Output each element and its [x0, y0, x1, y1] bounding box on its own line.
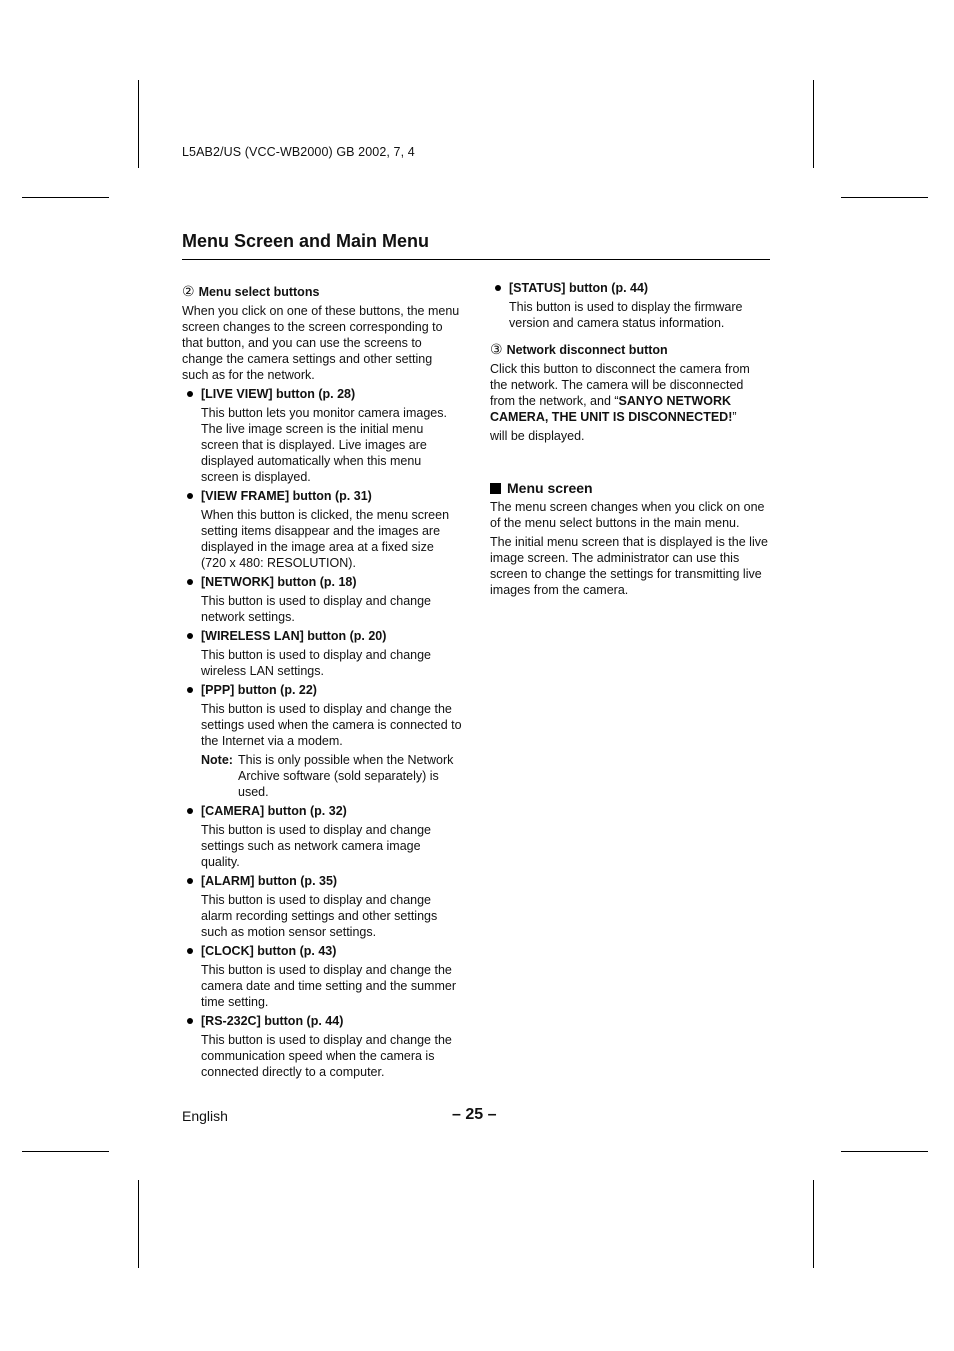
- title-divider: [182, 259, 770, 260]
- item-label: [ALARM] button (p. 35): [201, 874, 338, 888]
- crop-mark: [813, 80, 814, 168]
- section-number: ③: [490, 341, 503, 357]
- section-title: Network disconnect button: [506, 343, 668, 357]
- section-intro: When you click on one of these buttons, the menu screen changes to the screen corresponding to that button, and you can use the screens to change the camera settings and other setting such as for the network.: [182, 304, 460, 382]
- note: [201, 752, 462, 800]
- section-heading: [182, 283, 462, 300]
- left-column: [182, 283, 462, 1080]
- bullet-icon: [187, 808, 193, 814]
- list-item: [182, 873, 462, 940]
- note-label: Note:: [201, 753, 233, 767]
- crop-mark: [813, 1180, 814, 1268]
- crop-mark: [22, 197, 109, 198]
- item-label: [VIEW FRAME] button (p. 31): [201, 489, 372, 503]
- list-item: [182, 1013, 462, 1080]
- menu-screen-title: Menu screen: [507, 480, 593, 496]
- list-item: [490, 280, 770, 331]
- list-item: [182, 574, 462, 625]
- crop-mark: [138, 1180, 139, 1268]
- item-label: [NETWORK] button (p. 18): [201, 575, 357, 589]
- item-description: This button is used to display and change network settings.: [201, 594, 432, 624]
- item-description: This button is used to display and change the settings used when the camera is connected to the Internet via a modem.: [201, 702, 462, 748]
- disconnect-tail: will be displayed.: [490, 429, 585, 443]
- list-item: [182, 803, 462, 870]
- disconnect-message: SANYO NETWORK CAMERA, THE UNIT IS DISCONNECTED!: [490, 394, 733, 424]
- bullet-icon: [187, 1018, 193, 1024]
- item-description: This button is used to display and change the camera date and time setting and the summer time setting.: [201, 963, 456, 1009]
- bullet-icon: [187, 391, 193, 397]
- menu-screen-paragraph: The initial menu screen that is displayed is the live image screen. The administrator can use this screen to change the settings for transmitting live images from the camera.: [490, 535, 768, 597]
- item-label: [RS-232C] button (p. 44): [201, 1014, 344, 1028]
- bullet-icon: [187, 493, 193, 499]
- bullet-icon: [187, 579, 193, 585]
- crop-mark: [841, 197, 928, 198]
- menu-screen-paragraph: The menu screen changes when you click on one of the menu select buttons in the main menu.: [490, 500, 765, 530]
- print-code: L5AB2/US (VCC-WB2000) GB 2002, 7, 4: [182, 145, 415, 159]
- item-description: When this button is clicked, the menu screen setting items disappear and the images are displayed in the image area at a fixed size (720 x 480: RESOLUTION).: [201, 508, 450, 570]
- item-label: [CLOCK] button (p. 43): [201, 944, 337, 958]
- menu-screen-heading: [490, 480, 770, 496]
- crop-mark: [841, 1151, 928, 1152]
- item-description: This button is used to display and change settings such as network camera image quality.: [201, 823, 432, 869]
- section-number: ②: [182, 283, 195, 299]
- list-item: [182, 943, 462, 1010]
- item-description: This button is used to display and change wireless LAN settings.: [201, 648, 432, 678]
- bullet-icon: [495, 285, 501, 291]
- bullet-icon: [187, 633, 193, 639]
- item-label: [WIRELESS LAN] button (p. 20): [201, 629, 387, 643]
- item-label: [PPP] button (p. 22): [201, 683, 317, 697]
- disconnect-text: Click this button to disconnect the camera from the network. The camera will be disconnected from the network, and “: [490, 362, 750, 408]
- bullet-icon: [187, 948, 193, 954]
- page-title: Menu Screen and Main Menu: [182, 231, 430, 251]
- item-label: [STATUS] button (p. 44): [509, 281, 649, 295]
- item-label: [LIVE VIEW] button (p. 28): [201, 387, 356, 401]
- note-text: This is only possible when the Network Archive software (sold separately) is used.: [238, 753, 454, 799]
- section-title: Menu select buttons: [198, 285, 320, 299]
- item-description: This button is used to display and change the communication speed when the camera is connected directly to a computer.: [201, 1033, 452, 1079]
- disconnect-description: [490, 361, 770, 425]
- disconnect-close-quote: ”: [732, 410, 737, 424]
- item-description: This button lets you monitor camera images. The live image screen is the initial menu screen that is displayed. Live images are displayed automatically when this menu screen is displayed.: [201, 406, 447, 484]
- item-description: This button is used to display the firmware version and camera status information.: [509, 300, 743, 330]
- square-bullet-icon: [490, 483, 501, 494]
- list-item: [182, 628, 462, 679]
- list-item: [182, 682, 462, 800]
- item-description: This button is used to display and change alarm recording settings and other settings such as motion sensor settings.: [201, 893, 438, 939]
- crop-mark: [22, 1151, 109, 1152]
- list-item: [182, 386, 462, 485]
- right-column: [490, 280, 770, 598]
- section-heading: [490, 341, 770, 358]
- bullet-icon: [187, 878, 193, 884]
- bullet-icon: [187, 687, 193, 693]
- page-number: – 25 –: [452, 1106, 497, 1123]
- crop-mark: [138, 80, 139, 168]
- footer-language: English: [182, 1108, 228, 1124]
- list-item: [182, 488, 462, 571]
- item-label: [CAMERA] button (p. 32): [201, 804, 347, 818]
